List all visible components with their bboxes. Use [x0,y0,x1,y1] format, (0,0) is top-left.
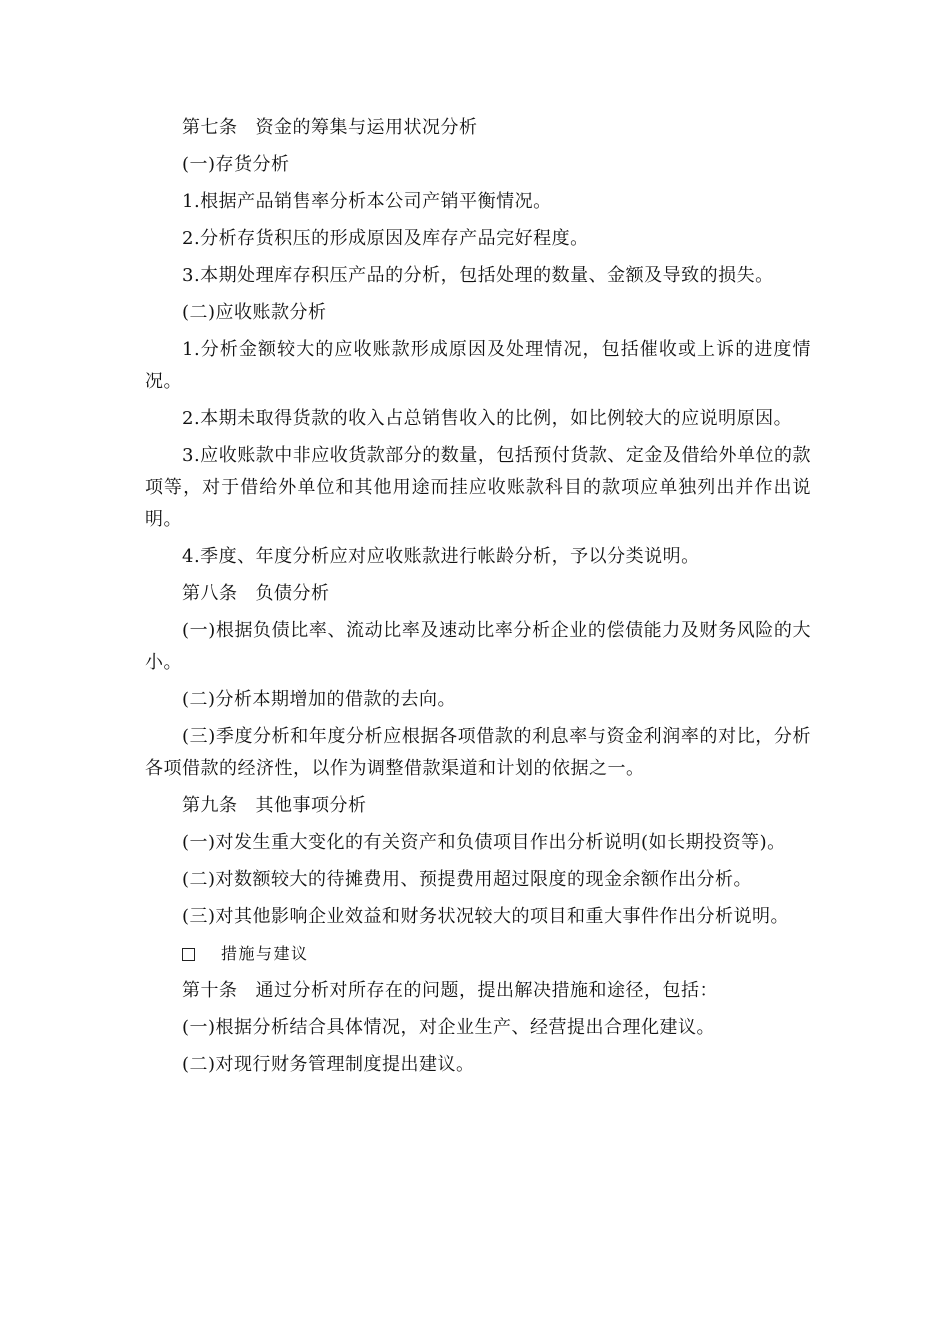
receivables-analysis-heading: (二)应收账款分析 [182,302,327,323]
article-8-title: 负债分析 [255,583,330,604]
suggestion-item-2: (二)对现行财务管理制度提出建议。 [182,1054,475,1075]
article-9-title: 其他事项分析 [255,795,367,816]
article-9-heading [145,790,811,822]
inventory-item-2: 2.分析存货积压的形成原因及库存产品完好程度。 [182,228,589,249]
article-10-number: 第十条 [182,980,238,1001]
article-10-heading [145,975,811,1007]
chapter-label: 措施与建议 [221,944,309,963]
other-item-1: (一)对发生重大变化的有关资产和负债项目作出分析说明(如长期投资等)。 [182,832,786,853]
article-7-heading [145,112,811,144]
checkbox-icon [182,948,195,961]
liability-item-1: (一)根据负债比率、流动比率及速动比率分析企业的偿债能力及财务风险的大小。 [145,620,811,673]
inventory-item-3: 3.本期处理库存积压产品的分析，包括处理的数量、金额及导致的损失。 [182,265,774,286]
suggestion-item-1: (一)根据分析结合具体情况，对企业生产、经营提出合理化建议。 [182,1017,716,1038]
liability-item-2: (二)分析本期增加的借款的去向。 [182,689,457,710]
inventory-item-1: 1.根据产品销售率分析本公司产销平衡情况。 [182,191,552,212]
other-item-2: (二)对数额较大的待摊费用、预提费用超过限度的现金余额作出分析。 [182,869,753,890]
chapter-heading [145,938,811,970]
document-page [145,112,811,1086]
other-item-3: (三)对其他影响企业效益和财务状况较大的项目和重大事件作出分析说明。 [182,906,790,927]
article-7-number: 第七条 [182,117,238,138]
article-7-title: 资金的筹集与运用状况分析 [255,117,478,138]
receivables-item-3: 3.应收账款中非应收货款部分的数量，包括预付货款、定金及借给外单位的款项等，对于借给外单位和其他用途而挂应收账款科目的款项应单独列出并作出说明。 [145,445,811,530]
article-8-heading [145,578,811,610]
article-9-number: 第九条 [182,795,238,816]
inventory-analysis-heading: (一)存货分析 [182,154,290,175]
liability-item-3: (三)季度分析和年度分析应根据各项借款的利息率与资金利润率的对比，分析各项借款的经济性，以作为调整借款渠道和计划的依据之一。 [145,726,811,779]
article-8-number: 第八条 [182,583,238,604]
article-10-title: 通过分析对所存在的问题，提出解决措施和途径，包括： [255,980,718,1001]
receivables-item-1: 1.分析金额较大的应收账款形成原因及处理情况，包括催收或上诉的进度情况。 [145,339,811,392]
receivables-item-2: 2.本期未取得货款的收入占总销售收入的比例，如比例较大的应说明原因。 [182,408,793,429]
receivables-item-4: 4.季度、年度分析应对应收账款进行帐龄分析，予以分类说明。 [182,546,700,567]
